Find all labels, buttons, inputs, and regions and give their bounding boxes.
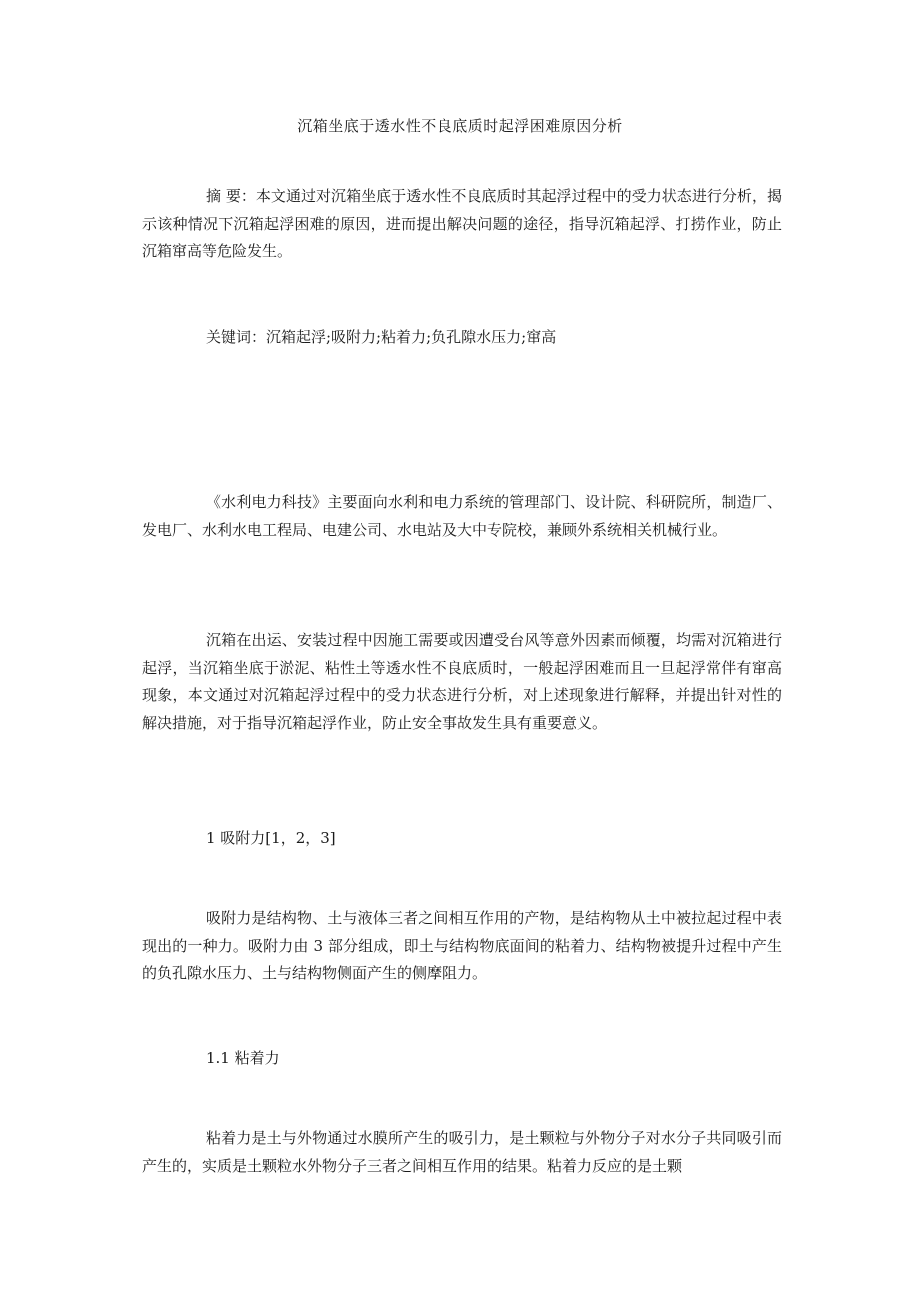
document-title: 沉箱坐底于透水性不良底质时起浮困难原因分析 xyxy=(297,117,623,135)
section-1-paragraph: 吸附力是结构物、土与液体三者之间相互作用的产物，是结构物从土中被拉起过程中表现出的一种力。吸附力由 3 部分组成，即土与结构物底面间的粘着力、结构物被提升过程中产生的负孔隙水压力、土与结构物侧面产生的侧摩阻力。 xyxy=(142,909,782,982)
section-1-1-paragraph: 粘着力是土与外物通过水膜所产生的吸引力，是土颗粒与外物分子对水分子共同吸引而产生的，实质是土颗粒水外物分子三者之间相互作用的结果。粘着力反应的是土颗 xyxy=(142,1129,782,1175)
intro-paragraph: 沉箱在出运、安装过程中因施工需要或因遭受台风等意外因素而倾覆，均需对沉箱进行起浮，当沉箱坐底于淤泥、粘性土等透水性不良底质时，一般起浮困难而且一旦起浮常伴有窜高现象，本文通过对沉箱起浮过程中的受力状态进行分析，对上述现象进行解释，并提出针对性的解决措施，对于指导沉箱起浮作业，防止安全事故发生具有重要意义。 xyxy=(142,631,782,732)
abstract-paragraph: 摘 要：本文通过对沉箱坐底于透水性不良底质时其起浮过程中的受力状态进行分析，揭示该种情况下沉箱起浮困难的原因，进而提出解决问题的途径，指导沉箱起浮、打捞作业，防止沉箱窜高等危险发生。 xyxy=(142,187,782,260)
section-1-heading: 1 吸附力[1，2，3] xyxy=(206,829,336,847)
keywords-line: 关键词：沉箱起浮;吸附力;粘着力;负孔隙水压力;窜高 xyxy=(206,328,557,346)
journal-intro-paragraph: 《水利电力科技》主要面向水利和电力系统的管理部门、设计院、科研院所，制造厂、发电厂、水利水电工程局、电建公司、水电站及大中专院校，兼顾外系统相关机械行业。 xyxy=(142,493,782,539)
section-1-1-heading: 1.1 粘着力 xyxy=(206,1049,280,1067)
